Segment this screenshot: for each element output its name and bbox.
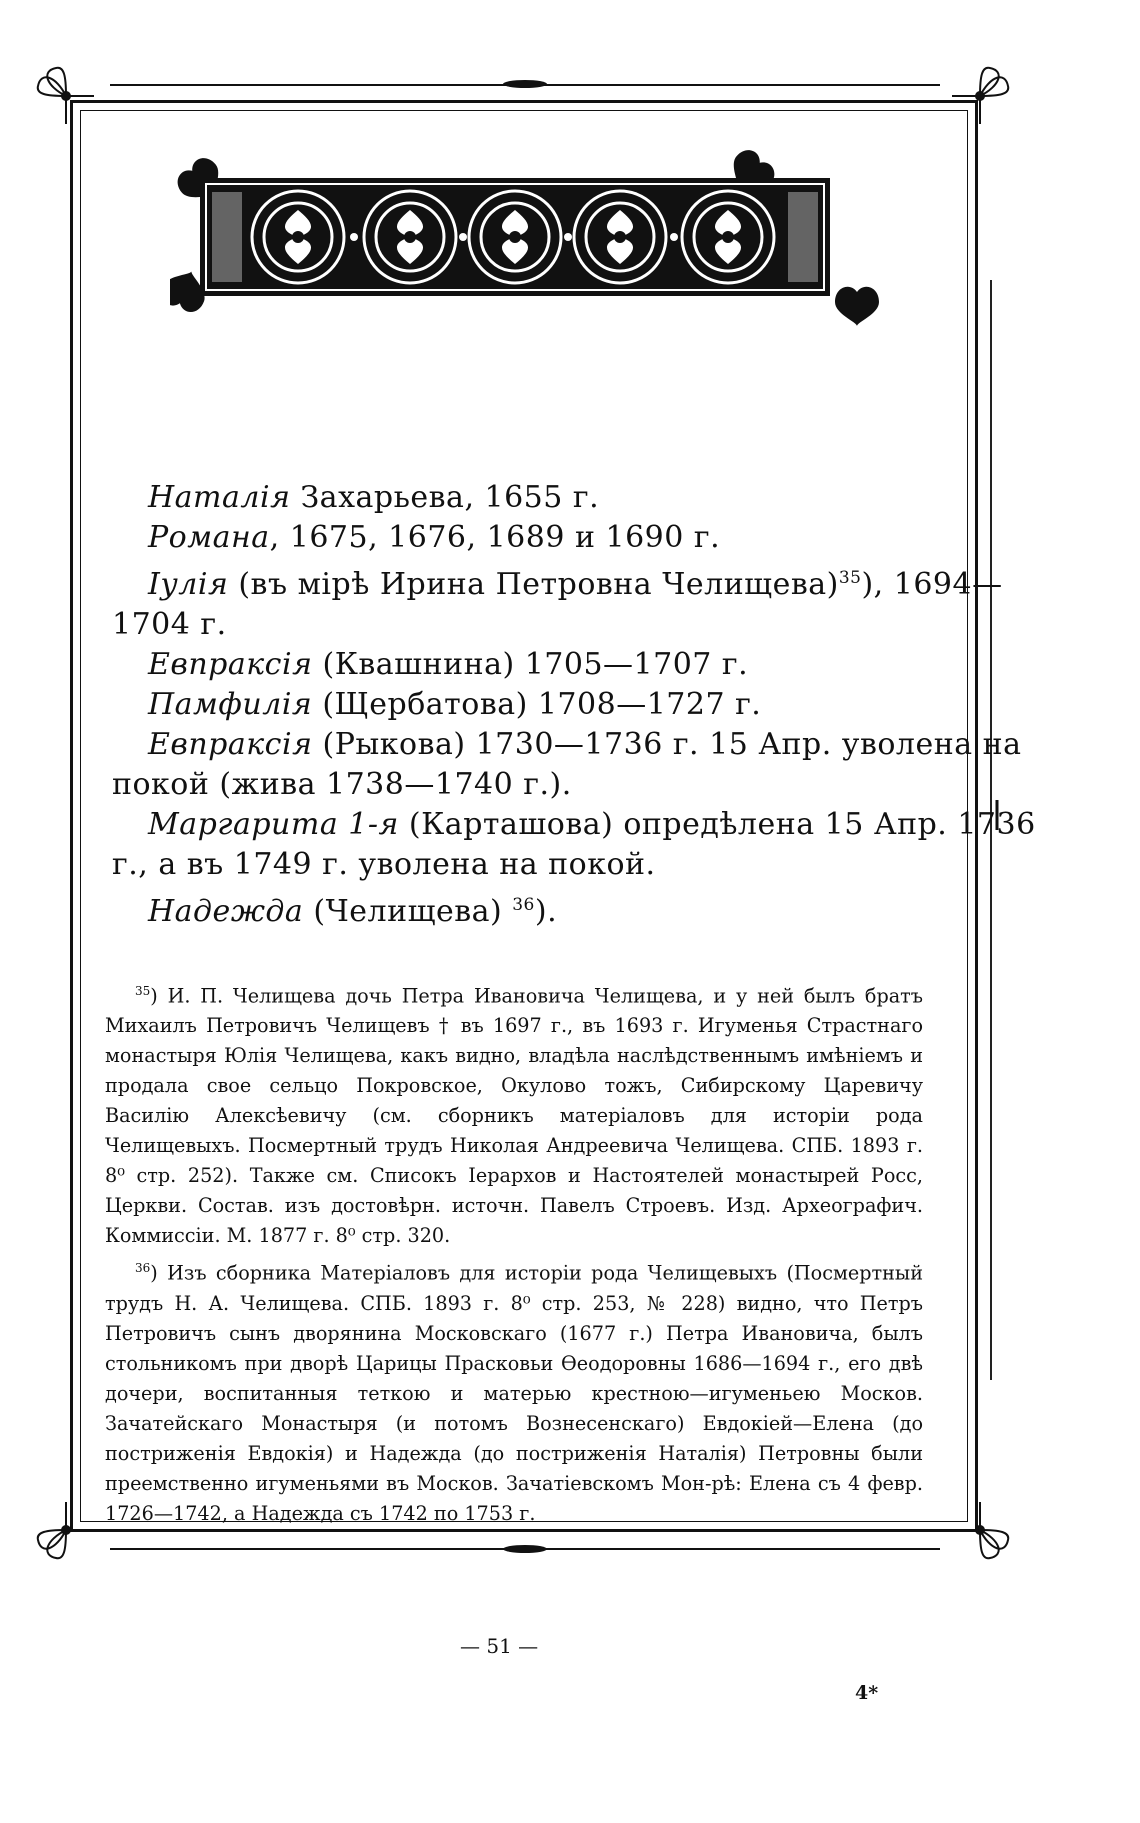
footnotes — [105, 976, 923, 1531]
abbess-list — [112, 478, 1036, 932]
footnote-36: $^{36}$) Изъ сборника Матеріаловъ для исторіи рода Челищевыхъ (Посмертный трудъ Н. А. Челищева. СПБ. 1893 г. 8⁰ стр. 253, № 228) видно, что Петръ Петровичъ сынъ дворянина Московскаго (1677 г.) Петра Ивановича, былъ стольникомъ при дворѣ Царицы Прасковьи Ѳеодоровны 1686—1694 г., его двѣ дочери, воспитанныя теткою и матерью крестною—игуменьею Москов. Зачатейскаго Монастыря (и потомъ Вознесенскаго) Евдокіей—Елена (до постриженія Евдокія) и Надежда (до постриженія Наталія) Петровны были преемственно игуменьями въ Москов. Зачатіевскомъ Мон-рѣ: Елена съ 4 февр. 1726—1742, а Надежда съ 1742 по 1753 г. — [105, 1261, 923, 1525]
list-item: Маргарита 1-я (Карташова) опредѣлена 15 Апр. 1736 — [148, 807, 1036, 842]
list-item-continuation: 1704 г. — [112, 607, 227, 642]
list-item-continuation: г., а въ 1749 г. уволена на покой. — [112, 847, 656, 882]
list-item: Романа, 1675, 1676, 1689 и 1690 г. — [148, 520, 721, 555]
footnote-35: $^{35}$) И. П. Челищева дочь Петра Ивановича Челищева, и у ней былъ братъ Михаилъ Петровичъ Челищевъ † въ 1697 г., въ 1693 г. Игуменья Страстнаго монастыря Юлія Челищева, какъ видно, владѣла наслѣдственнымъ имѣніемъ и продала свое сельцо Покровское, Окулово тожъ, Сибирскому Царевичу Василію Алексѣевичу (см. сборникъ матеріаловъ для исторіи рода Челищевыхъ. Посмертный трудъ Николая Андреевича Челищева. СПБ. 1893 г. 8⁰ стр. 252). Также см. Списокъ Іерархов и Настоятелей монастырей Росс, Церкви. Состав. изъ достовѣрн. источн. Павелъ Строевъ. Изд. Археографич. Коммиссіи. М. 1877 г. 8⁰ стр. 320. — [105, 984, 923, 1248]
signature-mark: 4* — [855, 1682, 879, 1704]
headpiece-ornament — [170, 150, 890, 335]
corner-ornament-icon — [36, 1500, 96, 1560]
frame-center-ornament-icon — [500, 1543, 550, 1555]
list-item: Памфилія (Щербатова) 1708—1727 г. — [148, 687, 762, 722]
list-item: Евпраксія (Квашнина) 1705—1707 г. — [148, 647, 749, 682]
list-item-continuation: покой (жива 1738—1740 г.). — [112, 767, 572, 802]
list-item: Іулія (въ мірѣ Ирина Петровна Челищева)$^{35}$), 1694— — [148, 567, 1003, 602]
list-item: Евпраксія (Рыкова) 1730—1736 г. 15 Апр. уволена на — [148, 727, 1022, 762]
corner-ornament-icon — [36, 66, 96, 126]
corner-ornament-icon — [950, 66, 1010, 126]
page-number: — 51 — — [460, 1634, 539, 1658]
list-item: Надежда (Челищева) $^{36}$). — [148, 894, 558, 929]
corner-ornament-icon — [950, 1500, 1010, 1560]
frame-center-ornament-icon — [500, 78, 550, 90]
list-item: Наталія Захарьева, 1655 г. — [148, 480, 600, 515]
